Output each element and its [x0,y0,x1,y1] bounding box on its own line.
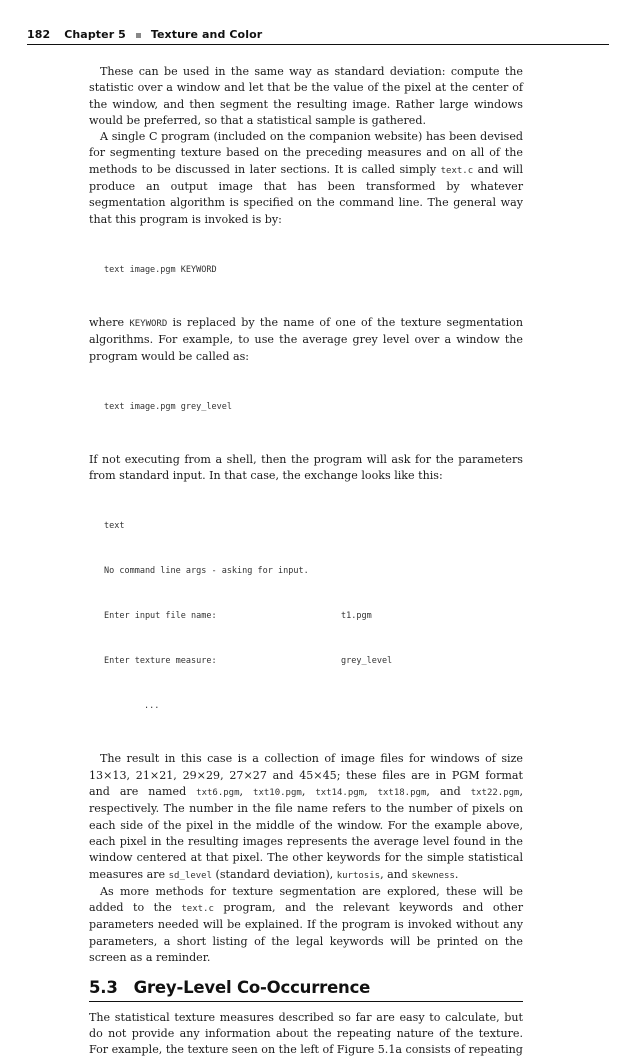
section-number: 5.3 [89,978,118,998]
body-text [89,64,523,1059]
text-run: . [454,867,459,881]
code-line: ... [144,701,160,712]
code-block-exchange [89,489,523,744]
text-run: , and [426,785,471,799]
running-head [27,28,609,45]
code-line: text image.pgm KEYWORD [104,264,217,275]
separator-square-icon [136,33,141,38]
code-line: text [104,521,125,532]
inline-code: KEYWORD [129,318,168,329]
text-run: and will produce an output image that has been transformed by whatever segmentation algorithm is specified on the command line. The general way that this program is invoked is by: [89,162,524,226]
code-block-invocation [89,233,523,308]
code-prompt: Enter texture measure: [104,656,217,667]
text-run: (standard deviation), [212,867,337,881]
paragraph-1: These can be used in the same way as standard deviation: compute the statistic over a window and let that be the value of the pixel at the center of the window, and then segment the resulting image. Rather large windows would be preferred, so that a statistical sample is gathered. [89,65,523,127]
inline-code: txt6.pgm [196,788,240,799]
paragraph-6 [89,884,523,966]
page-number: 182 [27,28,51,41]
text-run: , and [380,867,412,881]
section-heading [89,980,523,1001]
text-run: program, and the relevant keywords and other parameters needed will be explained. If the program is invoked without any parameters, a short listing of the legal keywords will be printed on the screen as a reminder. [89,901,523,965]
inline-code: txt18.pgm [377,788,427,799]
text-run: , respectively. The number in the file name refers to the number of pixels on each side of the pixel in the middle of the window. For the example above, each pixel in the resulting images represents the average level found in the window centered at that pixel. The other keywords for the simple statistical measures are [89,785,523,881]
code-line [104,654,523,669]
inline-code: txt22.pgm [470,788,520,799]
code-block-grey-level [89,370,523,445]
code-line: text image.pgm grey_level [104,401,232,412]
code-line: No command line args - asking for input. [104,566,309,577]
inline-code: txt10.pgm [253,788,302,799]
text-run: , [239,785,254,799]
paragraph-4: If not executing from a shell, then the program will ask for the parameters from standard input. In that case, the exchange looks like this: [89,452,523,483]
text-run: , [364,785,378,799]
text-run: As more methods for texture segmentation are explored, these will be added to the [89,884,523,915]
text-run: A single C program (included on the companion website) has been devised for segmenting texture based on the preceding measures and on all of the methods to be discussed in later sections. It is called simply [89,130,523,176]
text-run: , [301,785,316,799]
paragraph-2 [89,129,523,228]
chapter-label: Chapter 5 [64,28,126,41]
paragraph-5 [89,751,523,883]
inline-code: text.c [181,904,214,915]
section-title: Grey-Level Co-Occurrence [133,978,371,998]
inline-code: kurtosis [336,870,381,881]
paragraph-7: The statistical texture measures described so far are easy to calculate, but do not provide any information about the repeating nature of the texture. For example, the texture seen on the left of Figure 5.1a consists of repeating [89,1010,523,1057]
inline-code: skewness [411,870,455,881]
inline-code: text.c [440,165,474,176]
text-run: where [89,315,130,329]
text-run: The result in this case is a collection of image files for windows of size 13×13, 21×21, 29×29, 27×27 and 45×45; these files are in PGM format and are named [89,752,523,799]
inline-code: txt14.pgm [315,788,365,799]
paragraph-3 [89,315,523,365]
code-prompt: Enter input file name: [104,611,217,622]
code-line [104,609,523,624]
code-response: t1.pgm [341,611,372,622]
text-run: is replaced by the name of one of the texture segmentation algorithms. For example, to use the average grey level over a window the program would be called as: [89,315,523,363]
code-response: grey_level [341,656,393,667]
inline-code: sd_level [168,870,212,881]
chapter-title: Texture and Color [150,28,263,41]
